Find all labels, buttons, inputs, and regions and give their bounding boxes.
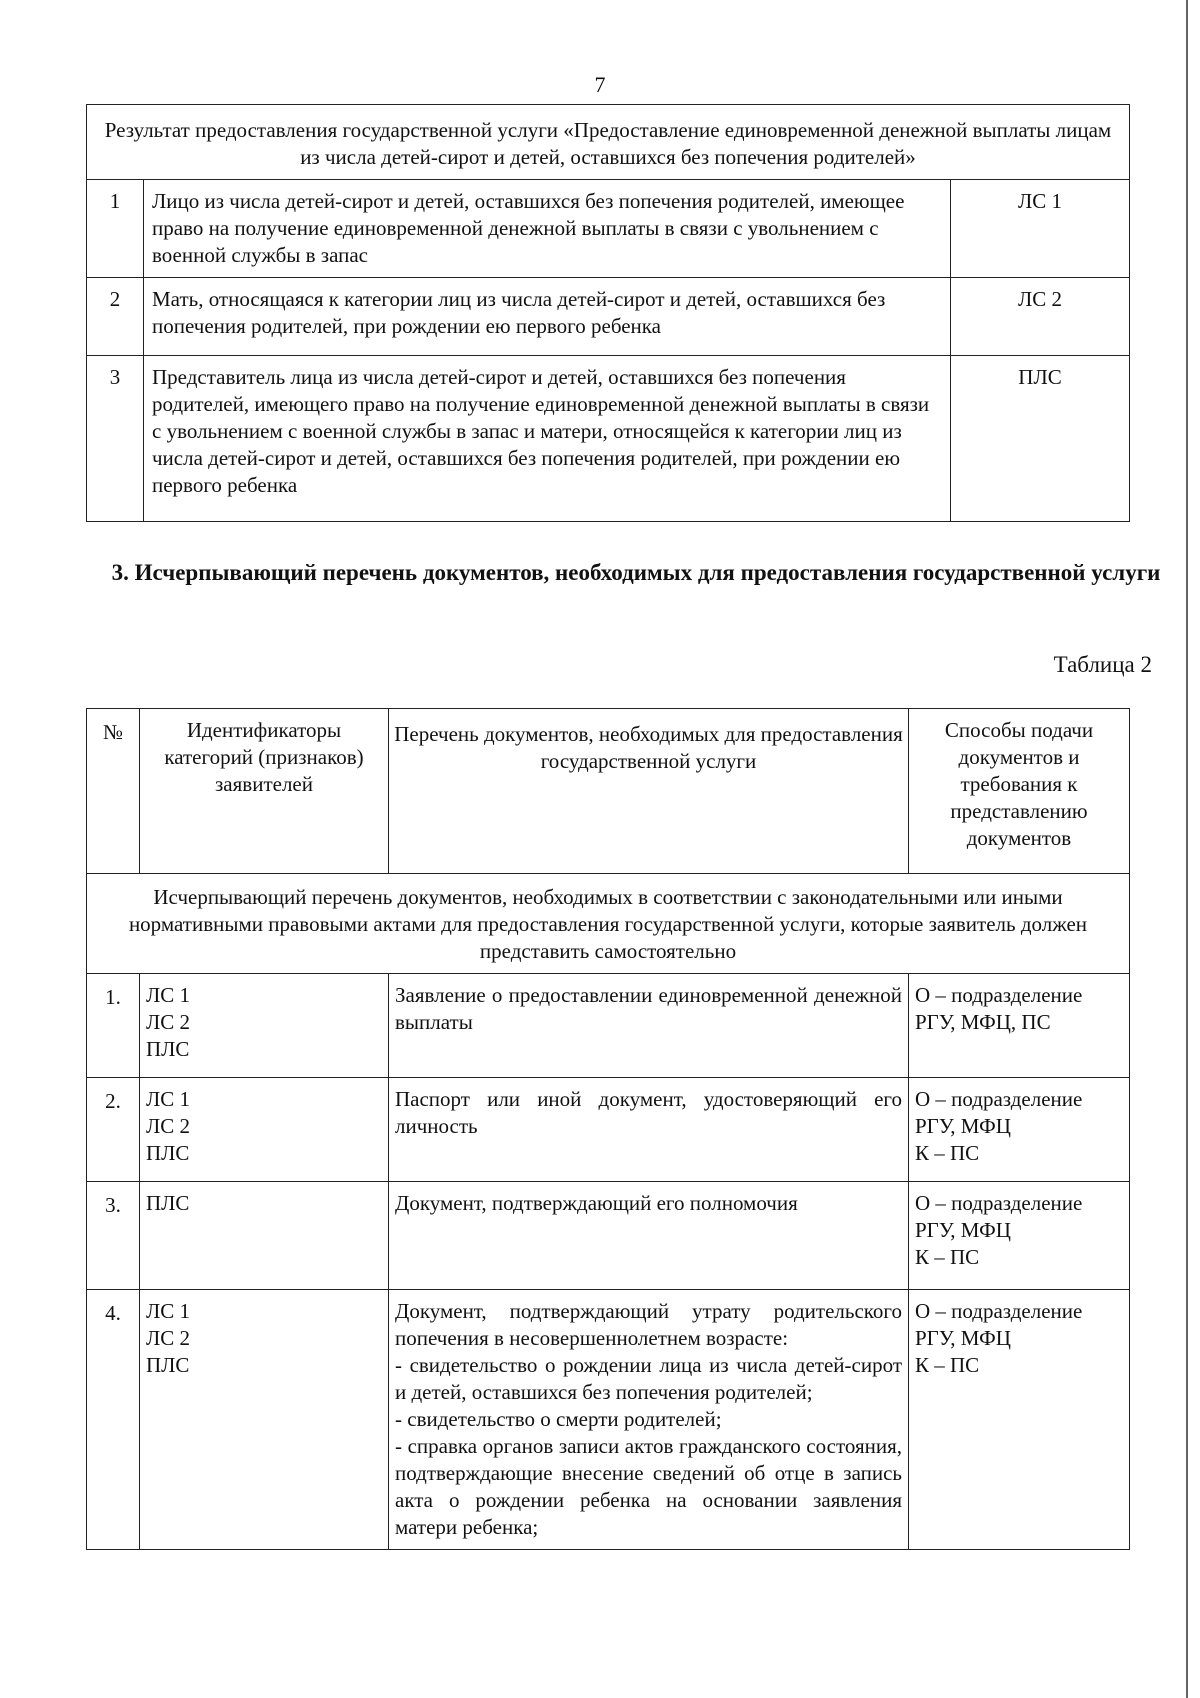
applicant-ids [140,1290,389,1550]
column-header-ways: Способы подачи документов и требования к представлению документов [909,709,1130,874]
table-row [87,278,1130,356]
applicant-id: ПЛС [146,1353,190,1377]
applicant-id: ЛС 2 [146,1114,190,1138]
column-header-ids: Идентификаторы категорий (признаков) заявителей [140,709,389,874]
submission-way: О – подразделение РГУ, МФЦ [915,1087,1083,1138]
applicant-ids [140,974,389,1078]
row-number: 1. [87,974,140,1078]
submission-way: К – ПС [915,1353,980,1377]
applicant-code: ПЛС [951,356,1130,522]
page-number: 7 [594,72,606,97]
result-table [86,104,1130,522]
span-row [87,874,1130,974]
documents-table [86,708,1130,1550]
applicant-description: Мать, относящаяся к категории лиц из числа детей-сирот и детей, оставшихся без попечения родителей, при рождении ею первого ребенка [144,278,951,356]
document-text: Документ, подтверждающий утрату родительского попечения в несовершеннолетнем возрасте: [395,1299,902,1350]
row-number: 1 [87,180,144,278]
row-number: 2. [87,1078,140,1182]
applicant-id: ПЛС [146,1141,190,1165]
submission-way: О – подразделение РГУ, МФЦ [915,1191,1083,1242]
applicant-description: Лицо из числа детей-сирот и детей, оставшихся без попечения родителей, имеющее право на получение единовременной денежной выплаты в связи с увольнением с военной службы в запас [144,180,951,278]
applicant-id: ЛС 1 [146,983,190,1007]
row-number: 2 [87,278,144,356]
submission-ways [909,1078,1130,1182]
documents-list-note: Исчерпывающий перечень документов, необходимых в соответствии с законодательными или иными нормативными правовыми актами для предоставления государственной услуги, которые заявитель должен представить самостоятельно [87,874,1130,974]
applicant-code: ЛС 2 [951,278,1130,356]
submission-way: К – ПС [915,1245,980,1269]
submission-way: О – подразделение РГУ, МФЦ, ПС [915,983,1083,1034]
column-header-docs: Перечень документов, необходимых для предоставления государственной услуги [389,709,909,874]
submission-ways [909,974,1130,1078]
document-description [389,974,909,1078]
result-table-header: Результат предоставления государственной услуги «Предоставление единовременной денежной выплаты лицам из числа детей-сирот и детей, оставшихся без попечения родителей» [87,105,1130,180]
document-text: Документ, подтверждающий его полномочия [395,1191,798,1215]
table-row [87,1078,1130,1182]
applicant-id: ПЛС [146,1037,190,1061]
applicant-id: ЛС 2 [146,1010,190,1034]
document-description [389,1290,909,1550]
document-description [389,1182,909,1290]
row-number: 4. [87,1290,140,1550]
table-row [87,1182,1130,1290]
header-row [87,709,1130,874]
submission-ways [909,1290,1130,1550]
document-text: Паспорт или иной документ, удостоверяющий его личность [395,1087,902,1138]
applicant-ids [140,1182,389,1290]
document-text: - справка органов записи актов гражданского состояния, подтверждающие внесение сведений об отце в запись акта о рождении ребенка на основании заявления матери ребенка; [395,1434,902,1539]
section-title: 3. Исчерпывающий перечень документов, необходимых для предоставления государственной услуги [111,560,1161,585]
row-number: 3 [87,356,144,522]
row-number: 3. [87,1182,140,1290]
applicant-id: ЛС 1 [146,1299,190,1323]
document-text: - свидетельство о смерти родителей; [395,1407,722,1431]
applicant-id: ЛС 1 [146,1087,190,1111]
scan-edge-line [1186,0,1188,1698]
applicant-code: ЛС 1 [951,180,1130,278]
table-caption: Таблица 2 [1053,652,1152,677]
document-text: Заявление о предоставлении единовременной денежной выплаты [395,983,902,1034]
table-row [87,974,1130,1078]
applicant-description: Представитель лица из числа детей-сирот и детей, оставшихся без попечения родителей, имеющего право на получение единовременной денежной выплаты в связи с увольнением с военной службы в запас и матери, относящейся к категории лиц из числа детей-сирот и детей, оставшихся без попечения родителей, при рождении ею первого ребенка [144,356,951,522]
submission-way: К – ПС [915,1141,980,1165]
submission-ways [909,1182,1130,1290]
document-description [389,1078,909,1182]
applicant-ids [140,1078,389,1182]
applicant-id: ЛС 2 [146,1326,190,1350]
table-row [87,1290,1130,1550]
column-header-number: № [87,709,140,874]
submission-way: О – подразделение РГУ, МФЦ [915,1299,1083,1350]
table-row [87,180,1130,278]
applicant-id: ПЛС [146,1191,190,1215]
table-row [87,356,1130,522]
document-text: - свидетельство о рождении лица из числа детей-сирот и детей, оставшихся без попечения родителей; [395,1353,902,1404]
